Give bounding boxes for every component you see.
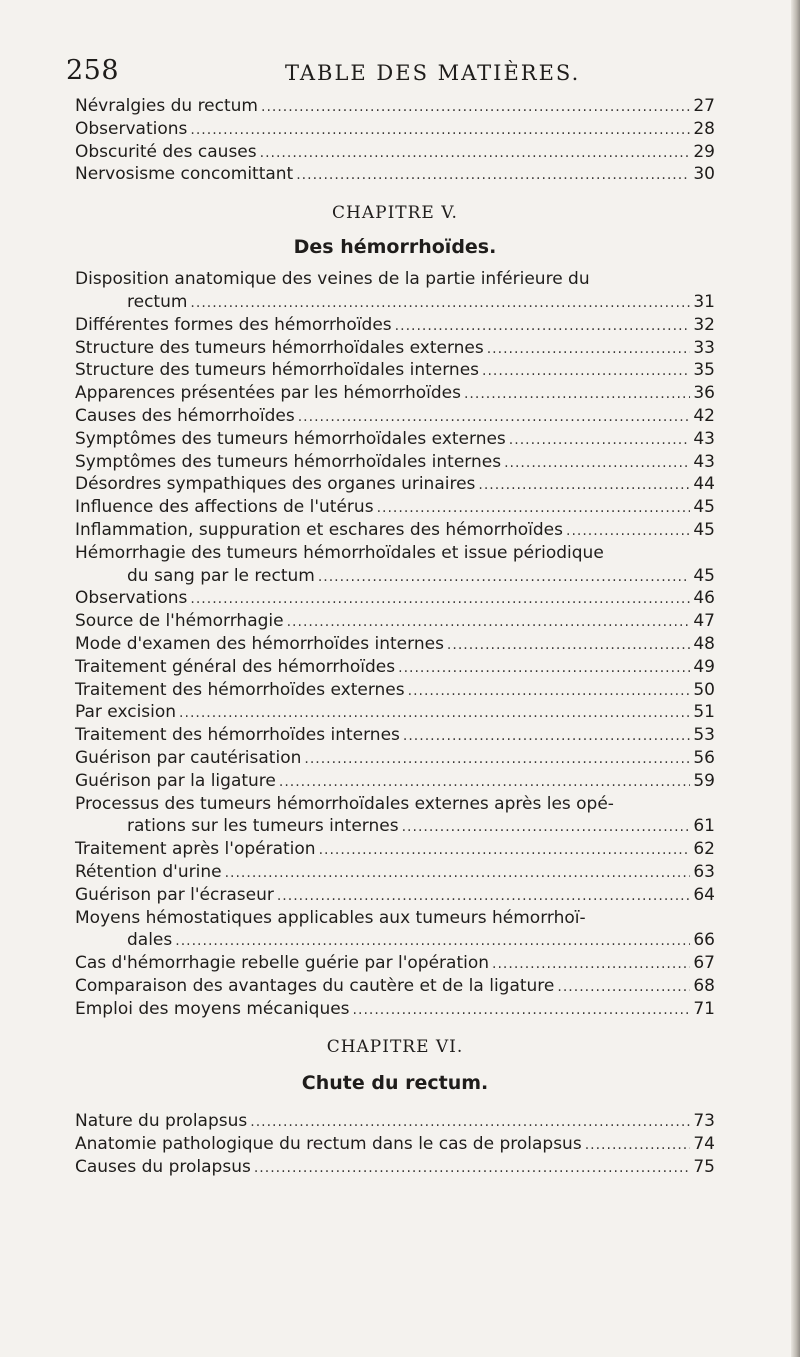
entry-title: Observations: [75, 588, 188, 609]
entry-title: Inflammation, suppuration et eschares des hémorrhoïdes: [75, 519, 563, 540]
dot-leader: [304, 748, 690, 771]
entry-page-number: 62: [693, 839, 715, 860]
entry-title: Cas d'hémorrhagie rebelle guérie par l'opération: [75, 953, 490, 974]
toc-entry: [75, 291, 715, 314]
dot-leader: [377, 497, 690, 520]
entry-title: dales: [127, 930, 173, 951]
chapter-6-entries: [75, 1110, 715, 1178]
entry-title-line: Hémorrhagie des tumeurs hémorrhoïdales et issue périodique: [75, 542, 604, 563]
toc-entry: [75, 1110, 715, 1133]
dot-leader: [261, 96, 690, 119]
chapter-5-entries: [75, 268, 715, 1020]
dot-leader: [585, 1134, 690, 1157]
dot-leader: [492, 953, 690, 976]
entry-page-number: 43: [693, 428, 715, 449]
entry-page-number: 63: [693, 861, 715, 882]
entry-page-number: 43: [693, 451, 715, 472]
dot-leader: [353, 999, 690, 1022]
entry-title: Apparences présentées par les hémorrhoïdes: [75, 383, 461, 404]
entry-page-number: 50: [693, 679, 715, 700]
dot-leader: [478, 474, 690, 497]
entry-title: Source de l'hémorrhagie: [75, 611, 284, 632]
entry-page-number: 66: [693, 930, 715, 951]
entry-page-number: 30: [693, 164, 715, 185]
entry-title: rectum: [127, 291, 188, 312]
toc-entry: [75, 428, 715, 451]
entry-title-line: Moyens hémostatiques applicables aux tumeurs hémorrhoï-: [75, 907, 586, 928]
dot-leader: [179, 702, 690, 725]
entry-page-number: 42: [693, 405, 715, 426]
entry-page-number: 67: [693, 953, 715, 974]
page-header: [66, 55, 715, 95]
toc-entry: [75, 952, 715, 975]
entry-title: Différentes formes des hémorrhoïdes: [75, 314, 392, 335]
dot-leader: [557, 976, 690, 999]
toc-entry: [75, 141, 715, 164]
entry-title: Rétention d'urine: [75, 861, 222, 882]
entry-title: Désordres sympathiques des organes urinaires: [75, 474, 476, 495]
entry-title: Structure des tumeurs hémorrhoïdales internes: [75, 360, 480, 381]
dot-leader: [395, 315, 690, 338]
toc-entry: [75, 975, 715, 998]
dot-leader: [408, 680, 690, 703]
entry-page-number: 46: [693, 588, 715, 609]
toc-entry: [75, 519, 715, 542]
entry-title: Symptômes des tumeurs hémorrhoïdales internes: [75, 451, 502, 472]
dot-leader: [190, 292, 690, 315]
page-edge: [791, 0, 800, 1357]
chapter-5-heading: CHAPITRE V.: [332, 203, 458, 224]
dot-leader: [464, 383, 690, 406]
entry-title: Causes des hémorrhoïdes: [75, 405, 295, 426]
entry-page-number: 45: [693, 565, 715, 586]
dot-leader: [260, 142, 690, 165]
dot-leader: [566, 520, 690, 543]
entry-page-number: 47: [693, 611, 715, 632]
dot-leader: [298, 406, 690, 429]
toc-entry: [75, 118, 715, 141]
entry-page-number: 32: [693, 314, 715, 335]
entry-page-number: 49: [693, 656, 715, 677]
toc-entry: [75, 1156, 715, 1179]
toc-entry: [75, 587, 715, 610]
toc-entry: [75, 337, 715, 360]
entry-title: Causes du prolapsus: [75, 1157, 251, 1178]
dot-leader: [319, 839, 690, 862]
entry-title: Comparaison des avantages du cautère et de la ligature: [75, 975, 555, 996]
dot-leader: [250, 1111, 690, 1134]
entry-page-number: 68: [693, 975, 715, 996]
entry-title: Guérison par la ligature: [75, 770, 276, 791]
entry-title: Nervosisme concomittant: [75, 164, 294, 185]
entry-page-number: 35: [693, 360, 715, 381]
dot-leader: [402, 816, 690, 839]
entry-page-number: 45: [693, 519, 715, 540]
entry-page-number: 56: [693, 747, 715, 768]
toc-page: [66, 55, 715, 1179]
entry-page-number: 44: [693, 474, 715, 495]
toc-entry: [75, 929, 715, 952]
entry-title-line: Disposition anatomique des veines de la partie inférieure du: [75, 269, 590, 290]
toc-entry: [75, 679, 715, 702]
dot-leader: [225, 862, 690, 885]
toc-entry: [75, 496, 715, 519]
dot-leader: [504, 452, 690, 475]
toc-entry: [75, 163, 715, 186]
entry-page-number: 53: [693, 725, 715, 746]
dot-leader: [487, 338, 690, 361]
toc-entry: [75, 405, 715, 428]
chapter-6-heading: CHAPITRE VI.: [326, 1037, 464, 1058]
entry-title: Guérison par l'écraseur: [75, 884, 274, 905]
entry-title: Traitement des hémorrhoïdes externes: [75, 679, 405, 700]
entry-title: Structure des tumeurs hémorrhoïdales externes: [75, 337, 484, 358]
toc-entry: [75, 95, 715, 118]
chapter-6-title: Chute du rectum.: [301, 1072, 489, 1095]
entry-page-number: 48: [693, 633, 715, 654]
entry-page-number: 59: [693, 770, 715, 791]
dot-leader: [277, 885, 690, 908]
toc-entry: [75, 770, 715, 793]
entry-page-number: 45: [693, 497, 715, 518]
entry-page-number: 74: [693, 1134, 715, 1155]
dot-leader: [175, 930, 690, 953]
entry-title: Nature du prolapsus: [75, 1111, 248, 1132]
entry-page-number: 73: [693, 1111, 715, 1132]
toc-entry: [75, 610, 715, 633]
toc-entry: [75, 565, 715, 588]
dot-leader: [254, 1157, 690, 1180]
toc-entry: [75, 838, 715, 861]
dot-leader: [296, 164, 690, 187]
toc-entry: [75, 359, 715, 382]
dot-leader: [447, 634, 690, 657]
entry-title: Mode d'examen des hémorrhoïdes internes: [75, 633, 444, 654]
entry-page-number: 36: [693, 383, 715, 404]
entry-title: Emploi des moyens mécaniques: [75, 998, 350, 1019]
entry-title: Observations: [75, 118, 188, 139]
dot-leader: [398, 657, 690, 680]
entry-page-number: 71: [693, 998, 715, 1019]
dot-leader: [190, 588, 690, 611]
entry-title: du sang par le rectum: [127, 565, 315, 586]
entry-title: Influence des affections de l'utérus: [75, 497, 374, 518]
entry-title: Traitement des hémorrhoïdes internes: [75, 725, 400, 746]
toc-entry: [75, 451, 715, 474]
toc-entry: [75, 382, 715, 405]
entry-page-number: 28: [693, 118, 715, 139]
entry-page-number: 31: [693, 291, 715, 312]
toc-entry: [75, 1133, 715, 1156]
dot-leader: [287, 611, 690, 634]
dot-leader: [279, 771, 690, 794]
entry-title: Obscurité des causes: [75, 141, 257, 162]
toc-entry: [75, 747, 715, 770]
toc-entry: [75, 633, 715, 656]
toc-entry: [75, 314, 715, 337]
entry-title: Névralgies du rectum: [75, 96, 258, 116]
entry-title: Traitement général des hémorrhoïdes: [75, 656, 396, 677]
entry-page-number: 29: [693, 141, 715, 162]
entry-page-number: 27: [693, 96, 715, 116]
toc-entry: [75, 998, 715, 1021]
entry-page-number: 75: [693, 1157, 715, 1178]
dot-leader: [403, 725, 690, 748]
page-number: 258: [66, 55, 120, 86]
entry-title: Traitement après l'opération: [75, 839, 316, 860]
toc-entry: [75, 656, 715, 679]
entry-title: rations sur les tumeurs internes: [127, 816, 399, 837]
dot-leader: [190, 119, 690, 142]
toc-entry: [75, 473, 715, 496]
toc-entry: [75, 815, 715, 838]
entry-title: Anatomie pathologique du rectum dans le cas de prolapsus: [75, 1134, 582, 1155]
entry-page-number: 33: [693, 337, 715, 358]
toc-entry: [75, 724, 715, 747]
entry-title: Par excision: [75, 702, 177, 723]
entry-page-number: 61: [693, 816, 715, 837]
toc-entry: [75, 884, 715, 907]
dot-leader: [318, 566, 690, 589]
entry-title: Guérison par cautérisation: [75, 747, 302, 768]
toc-entry: [75, 701, 715, 724]
dot-leader: [509, 429, 690, 452]
toc-entry: [75, 861, 715, 884]
dot-leader: [482, 360, 690, 383]
intro-entries: [75, 95, 715, 186]
entry-page-number: 64: [693, 884, 715, 905]
entry-page-number: 51: [693, 702, 715, 723]
running-title: TABLE DES MATIÈRES.: [285, 61, 581, 85]
entry-title: Symptômes des tumeurs hémorrhoïdales externes: [75, 428, 506, 449]
chapter-5-title: Des hémorrhoïdes.: [293, 236, 497, 259]
entry-title-line: Processus des tumeurs hémorrhoïdales externes après les opé-: [75, 793, 614, 814]
